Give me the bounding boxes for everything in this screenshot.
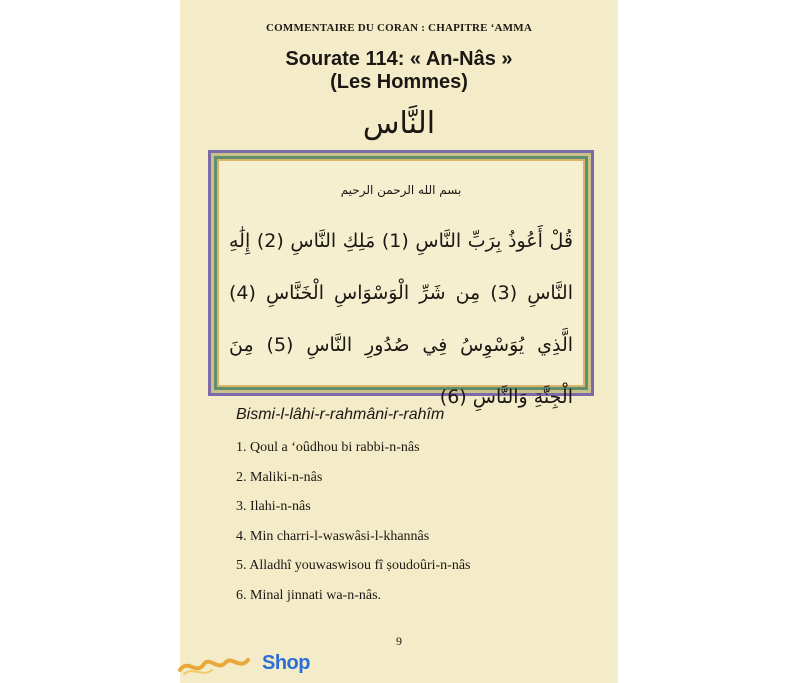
list-item: 1. Qoul a ‘oûdhou bi rabbi-n-nâs <box>236 440 420 455</box>
sourate-title <box>180 48 618 94</box>
arabic-text-frame <box>208 150 594 408</box>
arabic-basmala: بسم الله الرحمن الرحيم <box>340 183 462 197</box>
page-number: 9 <box>396 634 402 648</box>
book-page <box>180 0 618 683</box>
list-item: 6. Minal jinnati wa-n-nâs. <box>236 587 382 603</box>
arabic-surah-name: النَّاس <box>362 106 436 141</box>
list-item: 4. Min charri-l-waswâsi-l-khannâs <box>236 528 430 544</box>
list-item: 3. Ilahi-n-nâs <box>236 499 311 514</box>
sourate-title-line1: Sourate 114: « An-Nâs » <box>285 48 513 70</box>
sourate-title-line2: (Les Hommes) <box>330 71 468 93</box>
transliteration-list <box>236 440 470 617</box>
running-header: COMMENTAIRE DU CORAN : CHAPITRE ‘AMMA <box>266 22 532 34</box>
transliteration-heading: Bismi-l-lâhi-r-rahmâni-r-rahîm <box>236 406 445 423</box>
shop-logo <box>178 646 328 682</box>
logo-swirl-icon <box>178 652 260 678</box>
shop-label: Shop <box>262 652 310 674</box>
list-item: 2. Maliki-n-nâs <box>236 469 323 485</box>
list-item: 5. Alladhî youwaswisou fî ṣoudoûri-n-nâs <box>236 558 471 573</box>
arabic-verses: قُلْ أَعُوذُ بِرَبِّ النَّاسِ (1) مَلِكِ النَّاسِ (2) إِلَٰهِ النَّاسِ (3) مِن شَرِّ الْوَسْوَاسِ الْخَنَّاسِ (4) الَّذِي يُوَسْوِسُ فِي صُدُورِ النَّاسِ (5) مِنَ الْجِنَّةِ وَالنَّاسِ (6) <box>229 230 574 408</box>
